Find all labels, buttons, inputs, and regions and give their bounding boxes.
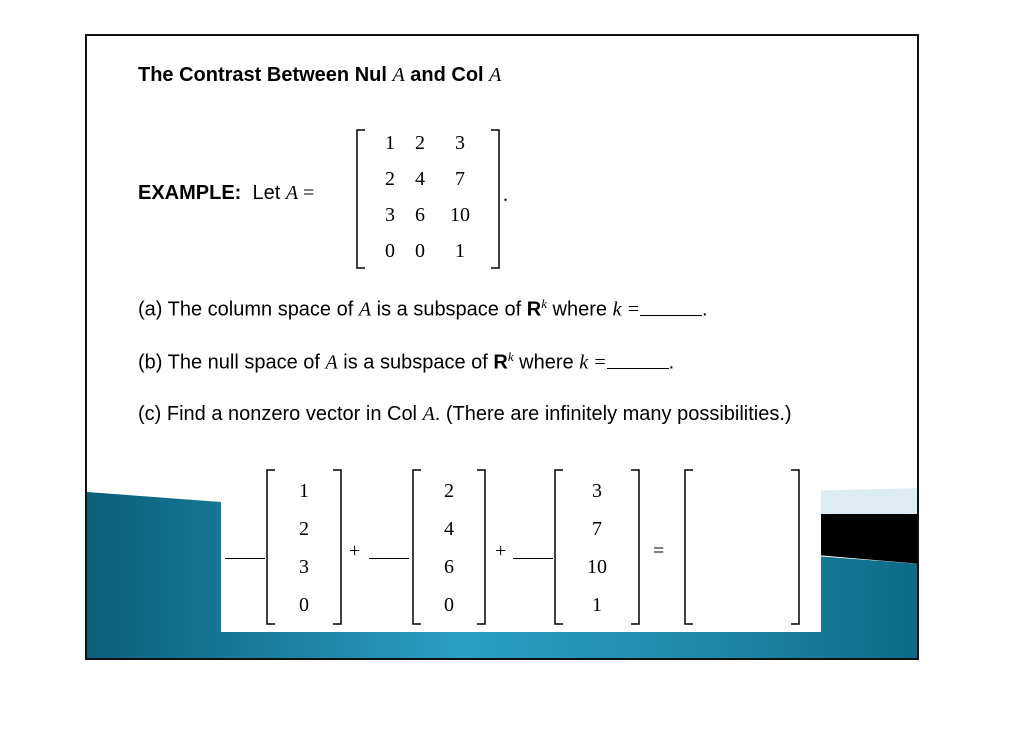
question-a-text: (a) The column space of [138,298,359,321]
example-line [138,182,314,205]
title-text-and: and Col [404,64,490,86]
real-space-symbol: R [493,351,508,374]
title-var-a: A [392,64,405,86]
coefficient-blank-2[interactable] [369,558,409,559]
pale-band [805,488,919,514]
vector-entry: 3 [299,556,309,578]
vector-entry: 2 [299,518,309,540]
equals-sign: = [298,182,315,204]
question-b [138,349,674,375]
real-space-symbol: R [526,298,542,321]
matrix-cell: 0 [385,240,395,262]
question-b-var: A [325,351,338,374]
slide [85,34,919,660]
equals-sign: = [653,540,665,562]
question-c-var: A [422,403,435,425]
plus-sign: + [495,540,507,562]
answer-blank-a[interactable] [640,299,702,316]
matrix-a [355,128,501,270]
matrix-cell: 6 [415,204,425,226]
coefficient-blank-1[interactable] [225,558,265,559]
matrix-cell: 1 [385,132,395,154]
title-var-a-2: A [489,64,502,86]
title-text: The Contrast Between Nul [138,64,393,86]
question-c-text: (c) Find a nonzero vector in Col [138,403,423,425]
matrix-cell: 2 [385,168,395,190]
vector-entry: 6 [444,556,454,578]
vector-entry: 3 [592,480,602,502]
matrix-period: . [503,184,508,206]
question-b-where: where [513,351,580,374]
vector-entry: 2 [444,480,454,502]
vector-entry: 7 [592,518,602,540]
question-a-var: A [358,298,372,321]
exponent-k: k [541,296,547,311]
matrix-cell: 7 [455,168,465,190]
vector-entry: 0 [444,594,454,616]
example-label: EXAMPLE: [138,182,242,204]
vector-entry: 10 [587,556,607,578]
matrix-cell: 3 [455,132,465,154]
vector-entry: 4 [444,518,454,540]
exponent-k: k [507,349,514,364]
vector-entry: 0 [299,594,309,616]
question-b-end: . [668,351,675,374]
vector-entry: 1 [592,594,602,616]
question-c [138,402,818,426]
matrix-cell: 1 [455,240,465,262]
k-equals: k = [612,298,640,321]
coefficient-blank-3[interactable] [513,558,553,559]
question-a-text-mid: is a subspace of [371,298,527,321]
matrix-cell: 4 [415,168,425,190]
let-text: Let [252,182,286,204]
question-a-where: where [546,298,613,321]
matrix-cell: 0 [415,240,425,262]
question-a [138,296,708,322]
matrix-cell: 3 [385,204,395,226]
answer-blank-b[interactable] [607,352,669,369]
slide-title [138,64,501,87]
question-a-end: . [701,298,708,321]
matrix-cell: 10 [450,204,470,226]
matrix-cell: 2 [415,132,425,154]
example-var: A [285,182,299,204]
question-b-text: (b) The null space of [138,351,326,374]
k-equals: k = [579,351,607,374]
black-band [805,514,919,564]
plus-sign: + [349,540,361,562]
question-c-rest: . (There are infinitely many possibilities.) [434,403,792,425]
question-b-text-mid: is a subspace of [337,351,494,374]
vector-entry: 1 [299,480,309,502]
linear-combination [221,466,821,632]
result-vector[interactable] [695,474,789,622]
